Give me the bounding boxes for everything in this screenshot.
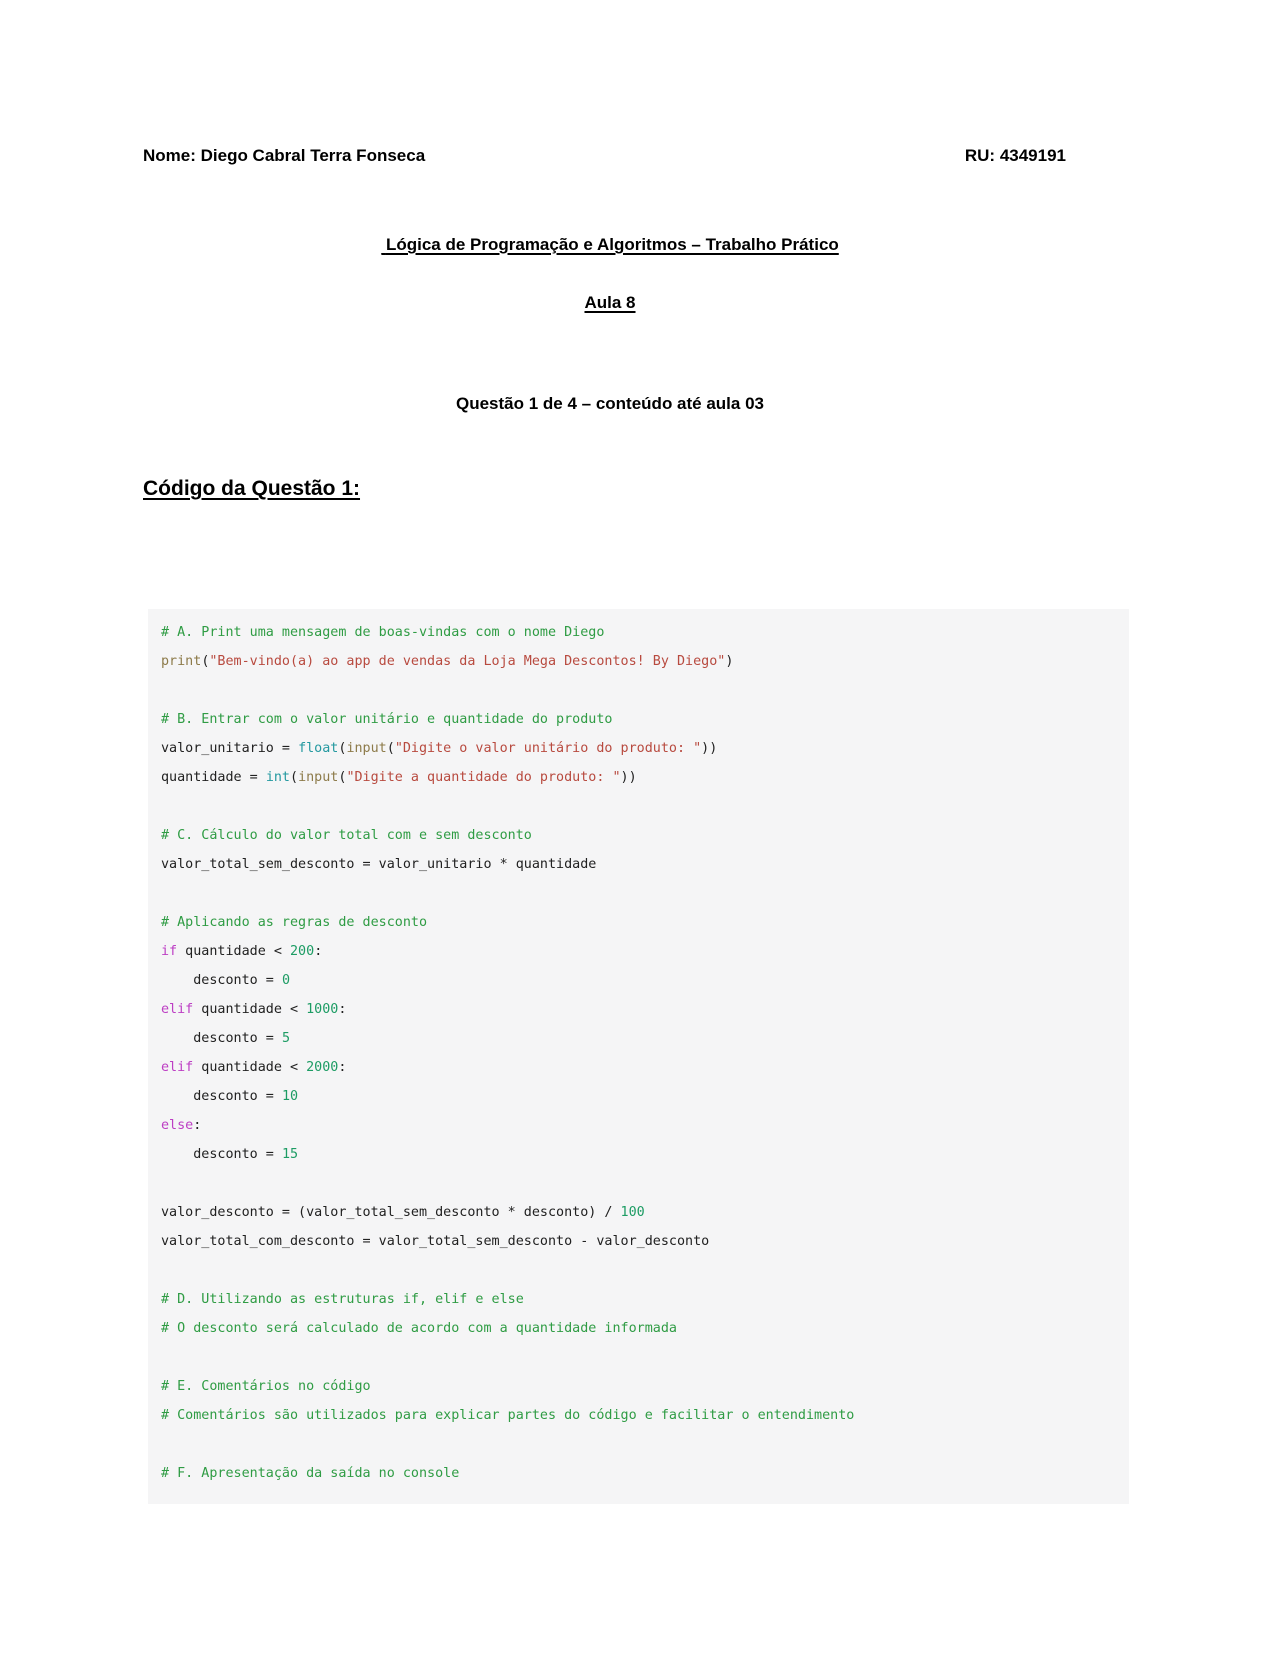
code-token-com: # F. Apresentação da saída no console	[161, 1466, 460, 1481]
code-line	[161, 1372, 1129, 1401]
code-token-str: "Digite o valor unitário do produto: "	[394, 741, 702, 756]
code-line	[161, 705, 1129, 734]
code-token-pl: desconto =	[161, 1031, 282, 1046]
section-heading: Código da Questão 1:	[143, 477, 361, 500]
code-line	[161, 1111, 1129, 1140]
code-token-com: # C. Cálculo do valor total com e sem desconto	[161, 828, 532, 843]
question-header: Questão 1 de 4 – conteúdo até aula 03	[456, 394, 764, 413]
lesson-title: Aula 8	[584, 293, 636, 312]
code-token-pl: quantidade <	[177, 944, 290, 959]
code-token-pl: desconto =	[161, 1089, 282, 1104]
code-token-pl: (	[201, 654, 210, 669]
code-token-pl: quantidade =	[161, 770, 266, 785]
code-token-pl: desconto =	[161, 1147, 282, 1162]
code-line	[161, 676, 1129, 705]
code-token-kw: elif	[161, 1002, 194, 1017]
code-line	[161, 850, 1129, 879]
code-line	[161, 1459, 1129, 1488]
code-token-pl: valor_unitario =	[161, 741, 299, 756]
code-line	[161, 618, 1129, 647]
code-block	[148, 609, 1129, 1504]
student-name: Nome: Diego Cabral Terra Fonseca	[143, 146, 426, 165]
code-token-kw: if	[161, 944, 178, 959]
question-row	[143, 394, 1077, 414]
code-token-com: # Comentários são utilizados para explicar partes do código e facilitar o entendimento	[161, 1408, 855, 1423]
code-line	[161, 1285, 1129, 1314]
code-token-fn: print	[161, 654, 202, 669]
code-token-num: 1000	[306, 1002, 339, 1017]
code-token-str: "Bem-vindo(a) ao app de vendas da Loja Mega Descontos! By Diego"	[209, 654, 726, 669]
code-token-num: 10	[281, 1089, 299, 1104]
code-token-fn: input	[298, 770, 339, 785]
code-token-pl: valor_total_com_desconto = valor_total_sem_desconto - valor_desconto	[161, 1234, 710, 1249]
student-ru: RU: 4349191	[964, 146, 1066, 165]
code-token-pl: (	[338, 770, 347, 785]
code-token-num: 15	[281, 1147, 299, 1162]
code-token-com: # E. Comentários no código	[161, 1379, 371, 1394]
code-line	[161, 821, 1129, 850]
section-heading-row	[143, 477, 360, 501]
code-token-bi: int	[265, 770, 290, 785]
code-token-pl: valor_desconto = (valor_total_sem_desconto * desconto) /	[161, 1205, 621, 1220]
code-token-kw: elif	[161, 1060, 194, 1075]
document-header	[143, 146, 1066, 166]
code-line	[161, 734, 1129, 763]
code-token-num: 200	[290, 944, 315, 959]
code-token-num: 0	[281, 973, 290, 988]
title-row	[143, 235, 1077, 255]
code-line	[161, 763, 1129, 792]
code-line	[161, 1140, 1129, 1169]
code-line	[161, 937, 1129, 966]
code-token-num: 5	[281, 1031, 290, 1046]
code-line	[161, 995, 1129, 1024]
code-line	[161, 908, 1129, 937]
code-token-kw: else	[161, 1118, 194, 1133]
code-line	[161, 879, 1129, 908]
code-line	[161, 966, 1129, 995]
code-line	[161, 1256, 1129, 1285]
subtitle-row	[143, 293, 1077, 313]
code-line	[161, 647, 1129, 676]
code-line	[161, 1198, 1129, 1227]
code-token-str: "Digite a quantidade do produto: "	[346, 770, 621, 785]
code-token-com: # Aplicando as regras de desconto	[161, 915, 428, 930]
code-line	[161, 1227, 1129, 1256]
code-token-pl: ))	[701, 741, 718, 756]
code-line	[161, 1082, 1129, 1111]
code-line	[161, 1401, 1129, 1430]
code-token-pl: desconto =	[161, 973, 282, 988]
code-token-pl: :	[338, 1002, 347, 1017]
code-token-com: # O desconto será calculado de acordo com a quantidade informada	[161, 1321, 677, 1336]
code-line	[161, 1343, 1129, 1372]
code-token-pl: (	[386, 741, 395, 756]
code-token-com: # A. Print uma mensagem de boas-vindas com o nome Diego	[161, 625, 605, 640]
code-token-fn: input	[346, 741, 387, 756]
code-token-pl: :	[338, 1060, 347, 1075]
code-token-com: # B. Entrar com o valor unitário e quantidade do produto	[161, 712, 613, 727]
code-token-bi: float	[298, 741, 339, 756]
code-token-num: 100	[620, 1205, 645, 1220]
code-line	[161, 792, 1129, 821]
code-token-pl: (	[290, 770, 299, 785]
code-line	[161, 1024, 1129, 1053]
code-line	[161, 1430, 1129, 1459]
code-token-com: # D. Utilizando as estruturas if, elif e else	[161, 1292, 524, 1307]
code-token-pl: valor_total_sem_desconto = valor_unitario * quantidade	[161, 857, 597, 872]
code-token-pl: ))	[620, 770, 637, 785]
code-token-pl: :	[193, 1118, 202, 1133]
code-token-pl: (	[338, 741, 347, 756]
code-token-pl: :	[314, 944, 323, 959]
document-title: Lógica de Programação e Algoritmos – Trabalho Prático	[381, 235, 839, 254]
code-line	[161, 1053, 1129, 1082]
code-token-pl: )	[725, 654, 734, 669]
code-line	[161, 1169, 1129, 1198]
code-token-pl: quantidade <	[193, 1060, 307, 1075]
code-token-pl: quantidade <	[193, 1002, 307, 1017]
code-line	[161, 1314, 1129, 1343]
code-token-num: 2000	[306, 1060, 339, 1075]
